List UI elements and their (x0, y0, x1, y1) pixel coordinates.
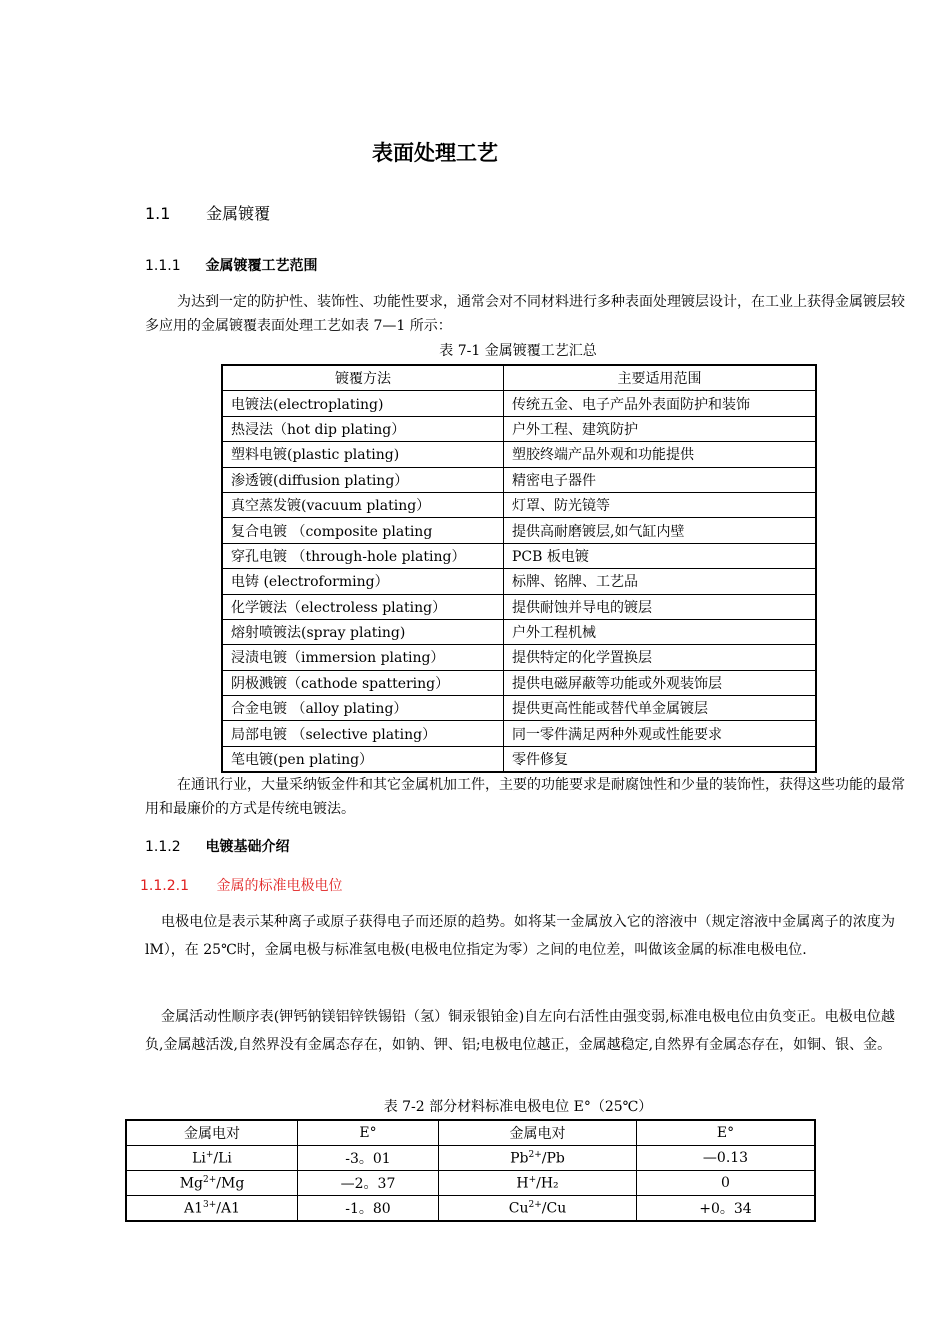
section-title: 金属的标准电极电位 (216, 878, 343, 894)
method-cell: 热浸法（hot dip plating） (222, 416, 504, 441)
potential-cell: —0.13 (637, 1146, 816, 1171)
couple-cell: $Mg^{2+}/Mg$ (126, 1171, 298, 1196)
scope-cell: 塑胶终端产品外观和功能提供 (504, 442, 817, 467)
method-cell: 电镀法(electroplating) (222, 391, 504, 416)
telecom-paragraph: 在通讯行业，大量采纳钣金件和其它金属机加工件，主要的功能要求是耐腐蚀性和少量的装饰性，获得这些功能的最常用和最廉价的方式是传统电镀法。 (145, 777, 905, 817)
scope-cell: 传统五金、电子产品外表面防护和装饰 (504, 391, 817, 416)
table-row (222, 492, 816, 517)
table-2-caption: 表 7-2 部分材料标准电极电位 E°（25℃） (383, 1099, 653, 1115)
table-row (222, 721, 816, 746)
plating-methods-table (221, 364, 817, 773)
table-row (126, 1171, 815, 1196)
table-row (222, 442, 816, 467)
potential-cell: -1。80 (298, 1196, 439, 1222)
method-cell: 浸渍电镀（immersion plating） (222, 645, 504, 670)
column-header: 主要适用范围 (504, 365, 817, 391)
scope-cell: 提供更高性能或替代单金属镀层 (504, 696, 817, 721)
method-cell: 化学镀法（electroless plating） (222, 594, 504, 619)
table-row (222, 543, 816, 568)
intro-paragraph: 为达到一定的防护性、装饰性、功能性要求，通常会对不同材料进行多种表面处理镀层设计，在工业上获得金属镀层较多应用的金属镀覆表面处理工艺如表 7—1 所示： (145, 294, 905, 334)
column-header: E° (298, 1120, 439, 1146)
table-header-row (126, 1120, 815, 1146)
table-row (222, 746, 816, 772)
table-row (222, 645, 816, 670)
section-heading-1-1-1 (145, 255, 317, 275)
scope-cell: 标牌、铭牌、工艺品 (504, 569, 817, 594)
table-row (222, 670, 816, 695)
activity-series-paragraph: 金属活动性顺序表(钾钙钠镁铝锌铁锡铅（氢）铜汞银铂金)自左向右活性由强变弱,标准电极电位由负变正。电极电位越负,金属越活泼,自然界没有金属态存在，如钠、钾、铝;电极电位越正，金属越稳定,自然界有金属态存在，如铜、银、金。 (145, 1009, 895, 1053)
section-title: 金属镀覆工艺范围 (205, 258, 318, 274)
method-cell: 电铸 (electroforming） (222, 569, 504, 594)
scope-cell: 提供电磁屏蔽等功能或外观装饰层 (504, 670, 817, 695)
table-row (126, 1146, 815, 1171)
couple-cell: H+/H₂ (439, 1171, 637, 1196)
couple-cell: Li+/Li (126, 1146, 298, 1171)
section-heading-1-1-2-1 (140, 875, 342, 895)
couple-cell: $Cu^{2+}/Cu$ (439, 1196, 637, 1222)
column-header: 镀覆方法 (222, 365, 504, 391)
potential-cell: -3。01 (298, 1146, 439, 1171)
section-number: 1.1.2.1 (140, 878, 189, 894)
method-cell: 塑料电镀(plastic plating) (222, 442, 504, 467)
scope-cell: 提供特定的化学置换层 (504, 645, 817, 670)
section-title: 电镀基础介绍 (205, 839, 290, 855)
table-row (222, 619, 816, 644)
electrode-potential-paragraph: 电极电位是表示某种离子或原子获得电子而还原的趋势。如将某一金属放入它的溶液中（规定溶液中金属离子的浓度为 lM），在 25℃时，金属电极与标准氢电极(电极电位指定为零）之间的电位差，叫做该金属的标准电极电位. (145, 914, 895, 958)
table-1-caption: 表 7-1 金属镀覆工艺汇总 (439, 343, 597, 359)
potential-cell: +0。34 (637, 1196, 816, 1222)
scope-cell: 同一零件满足两种外观或性能要求 (504, 721, 817, 746)
scope-cell: 零件修复 (504, 746, 817, 772)
method-cell: 局部电镀 （selective plating） (222, 721, 504, 746)
section-heading-1-1 (145, 201, 270, 224)
column-header: 金属电对 (439, 1120, 637, 1146)
scope-cell: 户外工程机械 (504, 619, 817, 644)
table-row (222, 696, 816, 721)
column-header: E° (637, 1120, 816, 1146)
scope-cell: 灯罩、防光镜等 (504, 492, 817, 517)
scope-cell: PCB 板电镀 (504, 543, 817, 568)
table-row (222, 467, 816, 492)
table-row (222, 391, 816, 416)
method-cell: 合金电镀 （alloy plating） (222, 696, 504, 721)
method-cell: 渗透镀(diffusion plating） (222, 467, 504, 492)
method-cell: 复合电镀 （composite plating (222, 518, 504, 543)
table-row (222, 416, 816, 441)
table-row (222, 518, 816, 543)
method-cell: 穿孔电镀 （through-hole plating） (222, 543, 504, 568)
electrode-potential-table (125, 1119, 816, 1222)
table-row (222, 569, 816, 594)
scope-cell: 提供高耐磨镀层,如气缸内壁 (504, 518, 817, 543)
scope-cell: 户外工程、建筑防护 (504, 416, 817, 441)
method-cell: 熔射喷镀法(spray plating) (222, 619, 504, 644)
potential-cell: 0 (637, 1171, 816, 1196)
method-cell: 真空蒸发镀(vacuum plating） (222, 492, 504, 517)
method-cell: 笔电镀(pen plating） (222, 746, 504, 772)
couple-cell: $A1^{3+}/A1$ (126, 1196, 298, 1222)
potential-cell: —2。37 (298, 1171, 439, 1196)
couple-cell: $Pb^{2+}/Pb$ (439, 1146, 637, 1171)
table-row (222, 594, 816, 619)
scope-cell: 提供耐蚀并导电的镀层 (504, 594, 817, 619)
column-header: 金属电对 (126, 1120, 298, 1146)
section-number: 1.1 (145, 204, 171, 223)
section-title: 金属镀覆 (206, 204, 271, 223)
section-heading-1-1-2 (145, 836, 289, 856)
scope-cell: 精密电子器件 (504, 467, 817, 492)
table-row (126, 1196, 815, 1222)
table-header-row (222, 365, 816, 391)
section-number: 1.1.1 (145, 258, 181, 274)
page-title: 表面处理工艺 (372, 141, 498, 165)
method-cell: 阴极溅镀（cathode spattering） (222, 670, 504, 695)
section-number: 1.1.2 (145, 839, 181, 855)
